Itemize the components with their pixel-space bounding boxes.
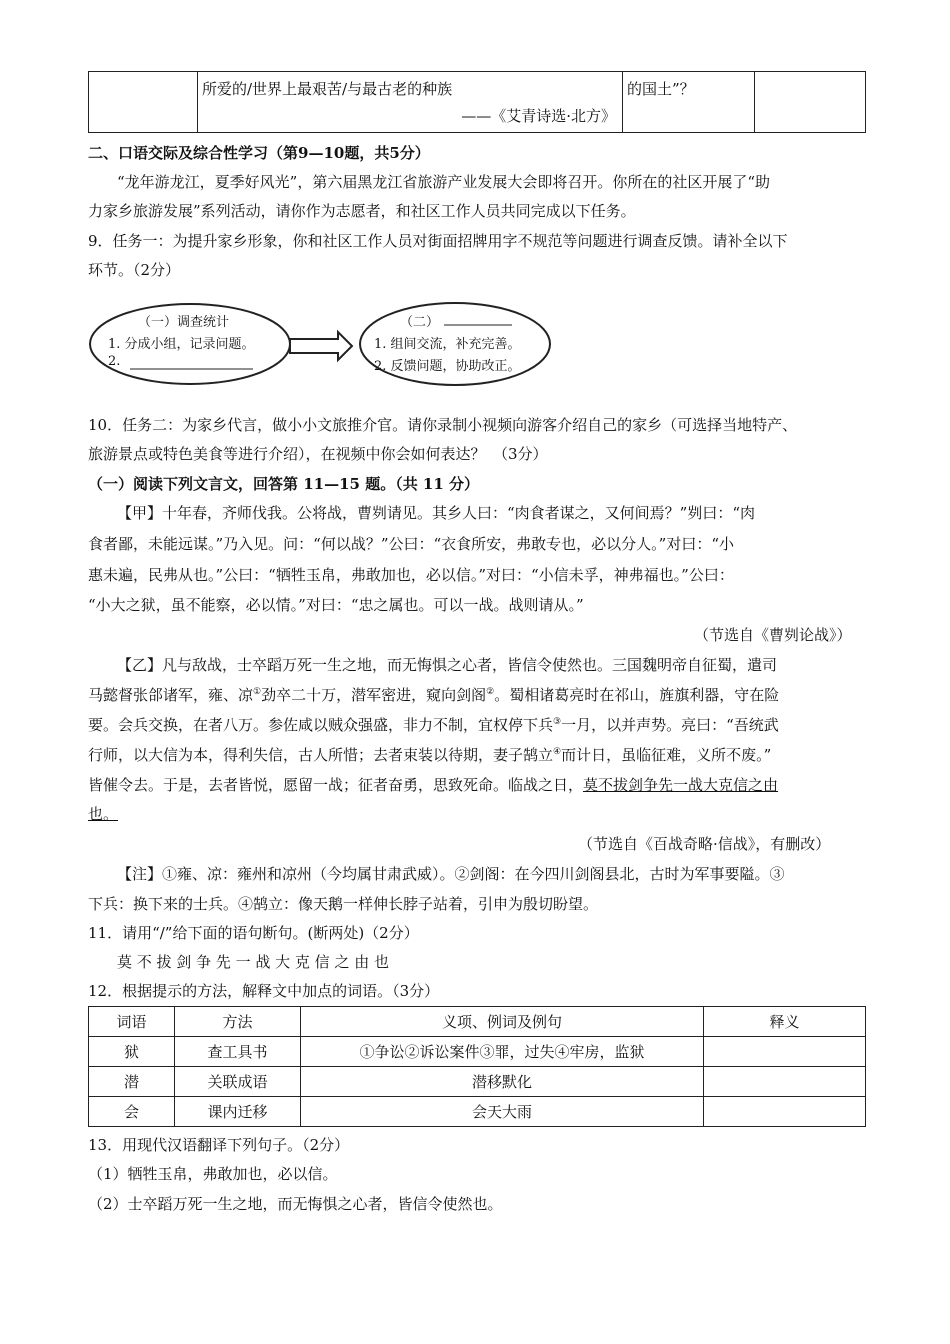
q12: 12．根据提示的方法，解释文中加点的词语。（3分） — [88, 982, 440, 1000]
q13-1: （1）牺牲玉帛，弗敢加也，必以信。 — [88, 1165, 338, 1183]
arrow-right-icon — [290, 332, 352, 360]
table-cell — [623, 72, 755, 133]
yi-line3: 要。会兵交换，在者八万。参佐咸以贼众强盛，非力不制，宜权停下兵③一月，以并声势。亮曰：“吾统武 — [88, 716, 779, 734]
flow-right-item1: 1. 组间交流，补充完善。 — [374, 337, 521, 352]
flow-left-title: （一）调查统计 — [138, 315, 230, 330]
jia-line: 惠未遍，民弗从也。”公曰：“牺牲玉帛，弗敢加也，必以信。”对曰：“小信未孚，神弗福也。”公曰： — [88, 566, 734, 584]
table-cell: 潜移默化 — [301, 1067, 704, 1097]
table-cell: 潜 — [89, 1067, 175, 1097]
flow-right-title: （二） — [400, 315, 440, 330]
table-cell: 课内迁移 — [175, 1097, 301, 1127]
table-cell — [89, 72, 198, 133]
table-cell: 会天大雨 — [301, 1097, 704, 1127]
section2-heading: 二、口语交际及综合性学习（第9—10题，共5分） — [88, 144, 430, 162]
jia-source: （节选自《曹刿论战》） — [694, 626, 852, 644]
flow-left-item2: 2. — [108, 354, 121, 369]
table-cell: 会 — [89, 1097, 175, 1127]
q12-table — [88, 1006, 866, 1127]
table-header: 义项、例词及例句 — [301, 1007, 704, 1037]
answer-cell[interactable] — [704, 1067, 866, 1097]
section2-intro-line1: “龙年游龙江，夏季好风光”，第六届黑龙江省旅游产业发展大会即将召开。你所在的社区开展了“助 — [117, 173, 771, 191]
yi-line5: 皆催令去。于是，去者皆悦，愿留一战；征者奋勇，思致死命。临战之日，莫不拔剑争先一战大克信之由 — [88, 776, 779, 794]
table-row — [89, 1097, 866, 1127]
flow-right-item2: 2. 反馈问题，协助改正。 — [374, 359, 521, 374]
jia-line: 【甲】十年春，齐师伐我。公将战，曹刿请见。其乡人曰：“肉食者谋之，又何间焉？”刿曰：“肉 — [117, 504, 756, 522]
yi-source: （节选自《百战奇略·信战》，有删改） — [578, 835, 831, 853]
table-row — [89, 1067, 866, 1097]
table-cell: 狱 — [89, 1037, 175, 1067]
answer-cell[interactable] — [704, 1097, 866, 1127]
answer-cell[interactable] — [704, 1037, 866, 1067]
q9-line1: 9．任务一：为提升家乡形象，你和社区工作人员对街面招牌用字不规范等问题进行调查反馈。请补全以下 — [88, 232, 788, 250]
table-row — [89, 72, 866, 133]
table-header: 词语 — [89, 1007, 175, 1037]
note-line1: 【注】①雍、凉：雍州和凉州（今均属甘肃武威）。②剑阁：在今四川剑阁县北，古时为军事要隘。③ — [117, 865, 785, 883]
section2-intro-line2: 力家乡旅游发展”系列活动，请你作为志愿者，和社区工作人员共同完成以下任务。 — [88, 202, 636, 220]
note-line2: 下兵：换下来的士兵。④鹄立：像天鹅一样伸长脖子站着，引申为殷切盼望。 — [88, 895, 599, 913]
table-row — [89, 1037, 866, 1067]
q9-line2: 环节。（2分） — [88, 261, 181, 279]
yi-line1: 【乙】凡与敌战，士卒蹈万死一生之地，而无悔惧之心者，皆信令使然也。三国魏明帝自征蜀，遣司 — [117, 656, 778, 674]
table-header-row — [89, 1007, 866, 1037]
poem-text: 所爱的/世界上最艰苦/与最古老的种族 — [202, 80, 453, 98]
poem-source: ——《艾青诗选·北方》 — [461, 107, 616, 125]
q13-2: （2）士卒蹈万死一生之地，而无悔惧之心者，皆信令使然也。 — [88, 1195, 503, 1213]
yi-line6: 也。 — [88, 805, 119, 823]
table-cell: 查工具书 — [175, 1037, 301, 1067]
poem-table — [88, 71, 866, 133]
flow-left-item1: 1. 分成小组，记录问题。 — [108, 337, 255, 352]
jia-line: “小大之狱，虽不能察，必以情。”对曰：“忠之属也。可以一战。战则请从。” — [88, 596, 584, 614]
underlined-sentence: 莫不拔剑争先一战大克信之由 — [583, 776, 779, 794]
reading-heading: （一）阅读下列文言文，回答第 11—15 题。（共 11 分） — [88, 475, 480, 493]
table-header: 方法 — [175, 1007, 301, 1037]
table-cell — [198, 72, 623, 133]
q11: 11．请用“/”给下面的语句断句。(断两处)（2分） — [88, 924, 419, 942]
jia-line: 食者鄙，未能远谋。”乃入见。问：“何以战？”公曰：“衣食所安，弗敢专也，必以分人。”对曰：“小 — [88, 535, 735, 553]
yi-line4: 行师，以大信为本，得利失信，古人所惜；去者束装以待期，妻子鹄立④而计日，虽临征难，义所不废。” — [88, 746, 772, 764]
yi-line2: 马懿督张郃诸军，雍、凉①劲卒二十万，潜军密进，窥向剑阁②。蜀相诸葛亮时在祁山，旌旗利器，守在险 — [88, 686, 780, 704]
q10-line1: 10．任务二：为家乡代言，做小小文旅推介官。请你录制小视频向游客介绍自己的家乡（可选择当地特产、 — [88, 416, 798, 434]
right-text: 的国土”？ — [627, 80, 695, 98]
q11-sentence: 莫 不 拔 剑 争 先 一 战 大 克 信 之 由 也 — [117, 953, 389, 971]
table-cell — [755, 72, 866, 133]
table-header: 释义 — [704, 1007, 866, 1037]
table-cell: ①争讼②诉讼案件③罪，过失④牢房，监狱 — [301, 1037, 704, 1067]
q13: 13．用现代汉语翻译下列句子。（2分） — [88, 1136, 350, 1154]
table-cell: 关联成语 — [175, 1067, 301, 1097]
q10-line2: 旅游景点或特色美食等进行介绍），在视频中你会如何表达？ （3分） — [88, 445, 548, 463]
